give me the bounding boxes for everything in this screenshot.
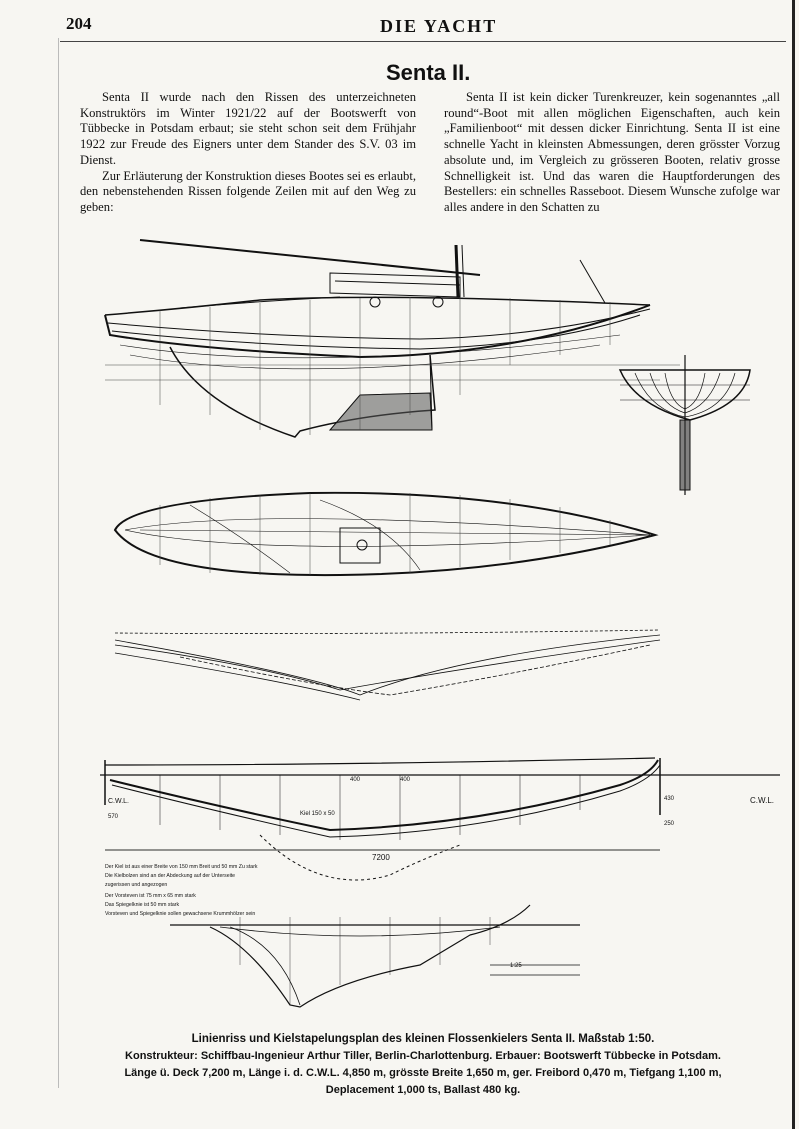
caption-designer: Konstrukteur: Schiffbau-Ingenieur Arthur Tiller, Berlin-Charlottenburg. Erbauer: Bootswerft Tübbecke in Potsdam.: [125, 1050, 721, 1062]
caption-displacement: Deplacement 1,000 ts, Ballast 480 kg.: [325, 1084, 521, 1096]
text-column-left: [80, 90, 416, 216]
keel-plan-drawing: [100, 758, 780, 880]
page-number: 204: [66, 14, 92, 33]
body-plan-drawing: [620, 355, 750, 495]
figure-caption: [60, 1031, 786, 1099]
note-line: Das Spiegelknie ist 50 mm stark: [105, 902, 180, 908]
label-cwl-left: C.W.L.: [108, 798, 130, 805]
header-rule: [60, 41, 786, 42]
note-line: zugerissen und angezogen: [105, 882, 168, 888]
label-400b: 400: [400, 777, 411, 783]
label-400a: 400: [350, 777, 361, 783]
paragraph: Zur Erläuterung der Konstruktion dieses Bootes sei es erlaubt, den nebenstehenden Rissen folgende Zeilen mit auf den Weg zu geben:: [80, 168, 416, 214]
caption-title: Linienriss und Kielstapelungsplan des kleinen Flossenkielers Senta II. Maßstab 1:50.: [191, 1033, 655, 1045]
label-scale: 1:25: [510, 963, 522, 969]
text-column-right: [444, 90, 780, 216]
page-edge-line: [58, 38, 59, 1088]
paragraph: Senta II ist kein dicker Turenkreuzer, kein sogenanntes „all round“-Boot mit allen möglichen Eigenschaften, auch kein „Familienboot“ mit dessen dicker Einrichtung. Senta II ist eine schnelle Yacht in kleinsten Abmessungen, deren grösster Vorzug absolute und, im Vergleich zu grösseren Booten, relativ grosse Schnelligkeit ist. Und das waren die Hauptforderungen des Bestellers: ein schnelles Rasseboot. Diesem Wunsche zufolge war alles andere in den Schatten zu: [444, 90, 780, 214]
label-250: 250: [664, 821, 675, 827]
station-stack-drawing: [170, 905, 580, 1007]
note-line: Die Kielbolzen sind an der Abdeckung auf der Unterseite: [105, 873, 236, 879]
label-430: 430: [664, 796, 675, 802]
label-keel: Kiel 150 x 50: [300, 811, 335, 817]
page-binding-edge: [792, 0, 795, 1129]
note-line: Der Kiel ist aus einer Breite von 150 mm Breit und 50 mm Zu stark: [105, 864, 258, 870]
note-line: Vorsteven und Spiegelknie sollen gewachsene Krummhölzer sein: [105, 911, 256, 917]
paragraph: Senta II wurde nach den Rissen des unterzeichneten Konstruktörs im Winter 1921/22 auf der Bootswerft von Tübbecke in Potsdam erbaut; sie steht schon seit dem Frühjahr 1922 zur Freude des Eigners unter dem Stander des S.V. 03 im Dienst.: [80, 90, 416, 167]
article-title: Senta II.: [386, 60, 471, 85]
side-profile-drawing: [105, 240, 680, 437]
deck-plan-drawing: [115, 493, 655, 575]
label-length-dim: 7200: [372, 853, 390, 862]
construction-notes: [105, 864, 258, 917]
label-570: 570: [108, 814, 119, 820]
diagonals-drawing: [115, 630, 660, 700]
note-line: Der Vorsteven ist 75 mm x 65 mm stark: [105, 893, 196, 899]
yacht-line-drawing: [60, 205, 786, 1025]
caption-dimensions: Länge ü. Deck 7,200 m, Länge i. d. C.W.L. 4,850 m, grösste Breite 1,650 m, ger. Freibord 0,470 m, Tiefgang 1,100 m,: [124, 1067, 722, 1079]
running-title: DIE YACHT: [380, 16, 498, 36]
label-cwl-right: C.W.L.: [750, 796, 775, 805]
